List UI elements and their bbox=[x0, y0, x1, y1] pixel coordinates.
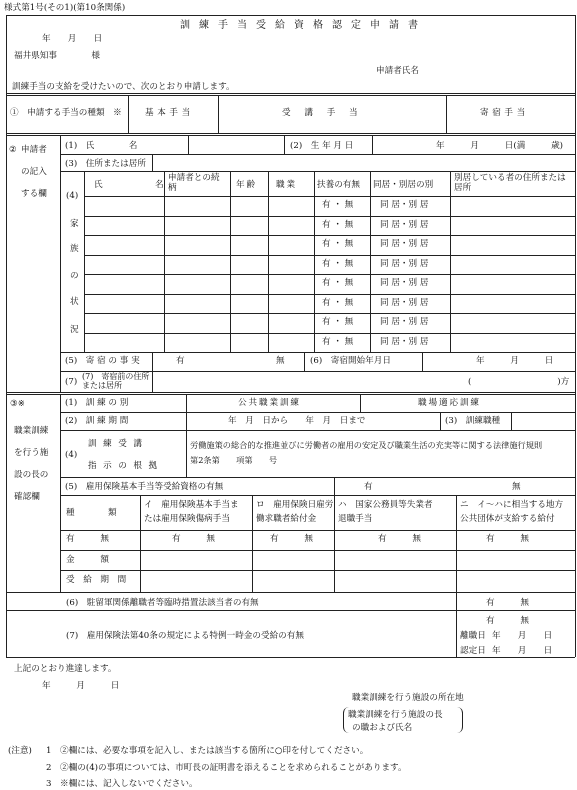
family-num: (4) bbox=[66, 191, 79, 201]
family-col-name: 氏 名 bbox=[94, 180, 168, 190]
birthdate-label: (2) 生 年 月 日 bbox=[290, 141, 354, 151]
option-basic-allowance[interactable]: 基本手当 bbox=[145, 108, 194, 118]
kind-d-line2: 公共団体が支給する給付 bbox=[460, 514, 555, 524]
presence-label: 有 無 bbox=[66, 534, 109, 544]
family-row-cohabit-choice[interactable]: 同 居・別 居 bbox=[380, 219, 429, 230]
family-row-divider bbox=[84, 333, 575, 334]
note-2: 2 ②欄の(4)の事項については、市町長の証明書を添えることを求められることがあります。 bbox=[46, 763, 407, 773]
kind-c-line2: 退職手当 bbox=[338, 514, 373, 524]
dormitory-no[interactable]: 無 bbox=[276, 356, 285, 366]
family-row-support-choice[interactable]: 有 ・ 無 bbox=[322, 336, 354, 347]
family-row-divider bbox=[84, 216, 575, 217]
family-row-support-choice[interactable]: 有 ・ 無 bbox=[322, 200, 354, 210]
family-row-support-choice[interactable]: 有 ・ 無 bbox=[322, 278, 354, 288]
family-col-age: 年齢 bbox=[236, 180, 257, 190]
insurance-no[interactable]: 無 bbox=[512, 482, 521, 492]
family-col-support: 扶養の有無 bbox=[317, 180, 360, 190]
amount-label: 金 額 bbox=[66, 555, 109, 565]
kind-d-line1: ニ イ～ハに相当する地方 bbox=[460, 500, 564, 510]
family-row-divider bbox=[84, 235, 575, 236]
receive-period-label: 受 給 期 間 bbox=[66, 575, 127, 585]
family-row-divider bbox=[84, 274, 575, 275]
training-period-value[interactable]: 年 月 日から 年 月 日まで bbox=[228, 416, 366, 426]
insurance-label: (5) 雇用保険基本手当等受給資格の有無 bbox=[65, 482, 224, 492]
applicant-name-label: 申請者氏名 bbox=[376, 66, 419, 76]
family-row-divider bbox=[84, 313, 575, 314]
form-title: 訓練手当受給資格認定申請書 bbox=[180, 20, 427, 31]
addressee: 福井県知事 様 bbox=[14, 51, 100, 61]
kind-c-line1: ハ 国家公務員等失業者 bbox=[338, 500, 433, 510]
basis-label-b: 指 示 の 根 拠 bbox=[88, 461, 159, 471]
facility-head-line2: の職および氏名 bbox=[352, 723, 413, 733]
kind-label: 種 類 bbox=[66, 508, 119, 518]
kind-a-line2: たは雇用保険傷病手当 bbox=[144, 514, 230, 524]
forward-text: 上記のとおり進達します。 bbox=[14, 664, 117, 674]
lump-sum-presence[interactable]: 有 無 bbox=[486, 616, 529, 626]
note-1: 1 ②欄には、必要な事項を記入し、または該当する箇所に○印を付してください。 bbox=[46, 746, 369, 756]
kind-b-line1: ロ 雇用保険日雇労 bbox=[256, 500, 334, 510]
family-row-divider bbox=[84, 196, 575, 197]
insurance-yes[interactable]: 有 bbox=[364, 482, 373, 492]
presence-a[interactable]: 有 無 bbox=[172, 534, 215, 544]
intro-text: 訓練手当の支給を受けたいので、次のとおり申請します。 bbox=[12, 82, 235, 92]
presence-c[interactable]: 有 無 bbox=[378, 534, 421, 544]
prev-address-num: (7) bbox=[65, 377, 78, 387]
facility-head-line1: 職業訓練を行う施設の長 bbox=[348, 710, 443, 720]
family-row-support-choice[interactable]: 有 ・ 無 bbox=[322, 297, 354, 308]
allowance-type-label: ① 申請する手当の種類 ※ bbox=[10, 108, 122, 118]
dorm-start-label: (6) 寄宿開始年月日 bbox=[310, 356, 391, 366]
separation-date-value[interactable]: 年 月 日 bbox=[492, 631, 553, 641]
name-label: (1) 氏 名 bbox=[65, 141, 138, 151]
family-row-cohabit-choice[interactable]: 同 居・別 居 bbox=[380, 278, 429, 288]
dormitory-yes[interactable]: 有 bbox=[176, 356, 185, 366]
prev-address-value[interactable]: ( )方 bbox=[468, 377, 570, 387]
dorm-start-value[interactable]: 年 月 日 bbox=[476, 356, 554, 366]
kind-a-line1: イ 雇用保険基本手当ま bbox=[144, 500, 239, 510]
address-label: (3) 住所または居所 bbox=[65, 159, 146, 169]
family-row-support-choice[interactable]: 有 ・ 無 bbox=[322, 219, 354, 230]
prev-address-label: (7) 寄宿前の住所または居所 bbox=[82, 372, 150, 390]
option-dormitory-allowance[interactable]: 寄宿手当 bbox=[480, 108, 529, 118]
presence-d[interactable]: 有 無 bbox=[486, 534, 529, 544]
training-period-label: (2) 訓 練 期 間 bbox=[65, 416, 129, 426]
note-3: 3 ※欄には、記入しないでください。 bbox=[46, 779, 198, 789]
option-course-allowance[interactable]: 受講手当 bbox=[282, 108, 372, 118]
family-row-cohabit-choice[interactable]: 同 居・別 居 bbox=[380, 297, 429, 308]
basis-text-2[interactable]: 第2条第 項第 号 bbox=[190, 455, 278, 465]
family-row-cohabit-choice[interactable]: 同 居・別 居 bbox=[380, 258, 429, 269]
dormitory-fact-label: (5) 寄 宿 の 事 実 bbox=[65, 356, 140, 366]
presence-b[interactable]: 有 無 bbox=[270, 534, 313, 544]
garrison-presence[interactable]: 有 無 bbox=[486, 598, 529, 608]
family-col-cohabit: 同居・別居の別 bbox=[373, 180, 434, 190]
family-row-cohabit-choice[interactable]: 同 居・別 居 bbox=[380, 317, 429, 327]
family-col-other-address: 別居している者の住所または居所 bbox=[454, 173, 566, 193]
lump-sum-label: (7) 雇用保険法第40条の規定による特例一時金の受給の有無 bbox=[66, 631, 304, 641]
forward-date: 年 月 日 bbox=[42, 681, 120, 691]
family-row-cohabit-choice[interactable]: 同 居・別 居 bbox=[380, 336, 429, 347]
family-row-cohabit-choice[interactable]: 同 居・別 居 bbox=[380, 239, 429, 249]
family-row-support-choice[interactable]: 有 ・ 無 bbox=[322, 317, 354, 327]
family-row-divider bbox=[84, 255, 575, 256]
certification-date-label: 認定日 bbox=[460, 646, 486, 656]
garrison-label: (6) 駐留軍関係離職者等臨時措置法該当者の有無 bbox=[66, 598, 259, 608]
birthdate-value[interactable]: 年 月 日(満 歳) bbox=[436, 141, 564, 151]
certification-date-value[interactable]: 年 月 日 bbox=[492, 646, 553, 656]
basis-num: (4) bbox=[65, 450, 78, 460]
family-row-support-choice[interactable]: 有 ・ 無 bbox=[322, 239, 354, 249]
family-col-relation: 申請者との続柄 bbox=[168, 173, 220, 193]
basis-label-a: 訓 練 受 講 bbox=[88, 439, 144, 449]
family-col-job: 職業 bbox=[276, 180, 297, 190]
training-workplace[interactable]: 職場適応訓練 bbox=[418, 398, 481, 408]
training-job-label: (3) 訓練職種 bbox=[445, 416, 501, 426]
family-row-support-choice[interactable]: 有 ・ 無 bbox=[322, 258, 354, 269]
basis-text-1: 労働施策の総合的な推進並びに労働者の雇用の安定及び職業生活の充実等に関する法律施行規則 bbox=[190, 440, 543, 450]
notes-label: (注意) bbox=[8, 746, 32, 756]
kind-b-line2: 働求職者給付金 bbox=[256, 514, 317, 524]
training-public[interactable]: 公共職業訓練 bbox=[238, 398, 301, 408]
application-date: 年 月 日 bbox=[42, 34, 103, 44]
family-row-cohabit-choice[interactable]: 同 居・別 居 bbox=[380, 200, 429, 210]
training-type-label: (1) 訓 練 の 別 bbox=[65, 398, 129, 408]
facility-address-label: 職業訓練を行う施設の所在地 bbox=[352, 693, 464, 703]
form-number: 様式第1号(その1)(第10条関係) bbox=[4, 3, 126, 13]
family-row-divider bbox=[84, 294, 575, 295]
separation-date-label: 離職日 bbox=[460, 631, 486, 641]
